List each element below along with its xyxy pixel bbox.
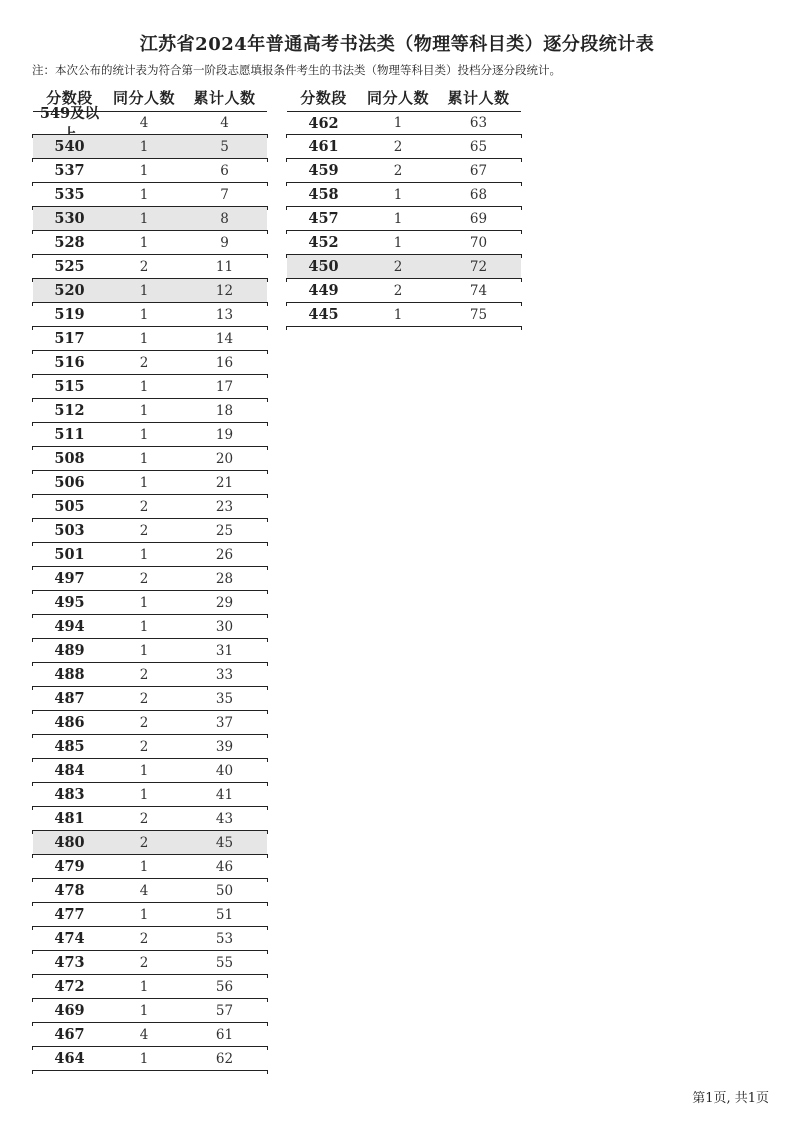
score-cell: 494 (54, 618, 85, 635)
cumulative-cell: 29 (215, 594, 234, 611)
cumulative-cell: 8 (220, 210, 229, 227)
cumulative-cell: 70 (469, 234, 488, 251)
table-row (33, 423, 267, 447)
score-cell: 474 (54, 930, 85, 947)
table-row (33, 687, 267, 711)
cumulative-cell: 43 (215, 810, 234, 827)
cumulative-cell: 35 (215, 690, 234, 707)
score-cell: 520 (54, 282, 85, 299)
same-count-cell: 1 (139, 786, 149, 803)
cumulative-cell: 17 (215, 378, 234, 395)
table-row (33, 447, 267, 471)
same-count-cell: 1 (139, 1050, 149, 1067)
cumulative-cell: 19 (215, 426, 234, 443)
score-cell: 480 (54, 834, 85, 851)
table-row (33, 279, 267, 303)
same-count-cell: 1 (139, 210, 149, 227)
table-row (33, 951, 267, 975)
table-row (287, 135, 521, 159)
cumulative-cell: 41 (215, 786, 234, 803)
cumulative-cell: 50 (215, 882, 234, 899)
cumulative-cell: 56 (215, 978, 234, 995)
table-row (33, 831, 267, 855)
same-count-cell: 2 (139, 834, 149, 851)
header-cumulative: 累计人数 (447, 89, 510, 107)
cumulative-cell: 68 (469, 186, 488, 203)
same-count-cell: 1 (139, 762, 149, 779)
score-cell: 525 (54, 258, 85, 275)
same-count-cell: 2 (139, 522, 149, 539)
cumulative-cell: 25 (215, 522, 234, 539)
score-cell: 481 (54, 810, 85, 827)
same-count-cell: 2 (139, 738, 149, 755)
same-count-cell: 1 (139, 282, 149, 299)
header-same-count: 同分人数 (366, 89, 429, 107)
table-row (287, 303, 521, 327)
same-count-cell: 4 (139, 1026, 149, 1043)
same-count-cell: 4 (139, 115, 149, 131)
score-cell: 511 (54, 426, 85, 443)
score-cell: 517 (54, 330, 85, 347)
table-body (287, 111, 521, 327)
table-row (33, 807, 267, 831)
table-row (33, 663, 267, 687)
same-count-cell: 1 (139, 378, 149, 395)
table-row (287, 255, 521, 279)
same-count-cell: 1 (139, 594, 149, 611)
score-cell: 497 (54, 570, 85, 587)
same-count-cell: 1 (139, 162, 149, 179)
cumulative-cell: 37 (215, 714, 234, 731)
same-count-cell: 2 (139, 690, 149, 707)
same-count-cell: 2 (139, 810, 149, 827)
same-count-cell: 1 (393, 115, 403, 131)
score-cell: 488 (54, 666, 85, 683)
cumulative-cell: 31 (215, 642, 234, 659)
cumulative-cell: 45 (215, 834, 234, 851)
table-row (33, 327, 267, 351)
same-count-cell: 1 (139, 858, 149, 875)
cumulative-cell: 53 (215, 930, 234, 947)
cumulative-cell: 11 (215, 258, 234, 275)
score-cell: 479 (54, 858, 85, 875)
score-cell: 477 (54, 906, 85, 923)
same-count-cell: 1 (139, 306, 149, 323)
cumulative-cell: 28 (215, 570, 234, 587)
same-count-cell: 1 (393, 306, 403, 323)
same-count-cell: 2 (393, 138, 403, 155)
table-row (33, 159, 267, 183)
same-count-cell: 2 (393, 258, 403, 275)
same-count-cell: 2 (139, 714, 149, 731)
score-cell: 487 (54, 690, 85, 707)
score-cell: 469 (54, 1002, 85, 1019)
same-count-cell: 2 (139, 930, 149, 947)
header-score: 分数段 (46, 89, 93, 107)
same-count-cell: 1 (139, 450, 149, 467)
same-count-cell: 1 (139, 546, 149, 563)
same-count-cell: 1 (139, 402, 149, 419)
cumulative-cell: 51 (215, 906, 234, 923)
table-row (287, 111, 521, 135)
cumulative-cell: 5 (220, 138, 229, 155)
score-cell: 449 (308, 282, 339, 299)
table-row (33, 303, 267, 327)
score-cell: 515 (54, 378, 85, 395)
cumulative-cell: 4 (220, 115, 229, 131)
table-row (287, 231, 521, 255)
cumulative-cell: 7 (220, 186, 229, 203)
cumulative-cell: 40 (215, 762, 234, 779)
same-count-cell: 2 (139, 258, 149, 275)
cumulative-cell: 65 (469, 138, 488, 155)
table-row (33, 711, 267, 735)
same-count-cell: 1 (139, 474, 149, 491)
score-cell: 495 (54, 594, 85, 611)
same-count-cell: 2 (139, 498, 149, 515)
cumulative-cell: 23 (215, 498, 234, 515)
score-cell: 464 (54, 1050, 85, 1067)
table-row (287, 279, 521, 303)
cumulative-cell: 69 (469, 210, 488, 227)
score-cell: 537 (54, 162, 85, 179)
same-count-cell: 1 (139, 186, 149, 203)
score-cell: 461 (308, 138, 339, 155)
score-cell: 457 (308, 210, 339, 227)
table-row (33, 975, 267, 999)
score-cell: 450 (308, 258, 339, 275)
cumulative-cell: 26 (215, 546, 234, 563)
same-count-cell: 2 (393, 162, 403, 179)
score-cell: 458 (308, 186, 339, 203)
cumulative-cell: 63 (469, 115, 488, 131)
cumulative-cell: 16 (215, 354, 234, 371)
score-cell: 472 (54, 978, 85, 995)
header-cumulative: 累计人数 (193, 89, 256, 107)
cumulative-cell: 57 (215, 1002, 234, 1019)
score-cell: 486 (54, 714, 85, 731)
table-row (33, 735, 267, 759)
cumulative-cell: 21 (215, 474, 234, 491)
score-cell: 445 (308, 306, 339, 323)
table-row (33, 903, 267, 927)
cumulative-cell: 20 (215, 450, 234, 467)
cumulative-cell: 14 (215, 330, 234, 347)
table-row (33, 639, 267, 663)
cumulative-cell: 12 (215, 282, 234, 299)
table-row (33, 759, 267, 783)
table-row (33, 855, 267, 879)
table-row (33, 135, 267, 159)
header-score: 分数段 (300, 89, 347, 107)
table-row (287, 159, 521, 183)
table-row (33, 495, 267, 519)
score-cell: 528 (54, 234, 85, 251)
same-count-cell: 1 (139, 426, 149, 443)
same-count-cell: 2 (139, 666, 149, 683)
table-row (33, 399, 267, 423)
cumulative-cell: 9 (220, 234, 229, 251)
score-cell: 484 (54, 762, 85, 779)
cumulative-cell: 18 (215, 402, 234, 419)
table-row (33, 1047, 267, 1071)
score-cell: 535 (54, 186, 85, 203)
same-count-cell: 1 (139, 1002, 149, 1019)
header-same-count: 同分人数 (112, 89, 175, 107)
page-title: 江苏省2024年普通高考书法类（物理等科目类）逐分段统计表 (139, 34, 655, 55)
table-row (33, 543, 267, 567)
same-count-cell: 1 (393, 186, 403, 203)
table-row (33, 567, 267, 591)
table-row (33, 519, 267, 543)
score-cell: 467 (54, 1026, 85, 1043)
cumulative-cell: 72 (469, 258, 488, 275)
table-row (33, 183, 267, 207)
cumulative-cell: 6 (220, 162, 229, 179)
same-count-cell: 4 (139, 882, 149, 899)
score-cell: 485 (54, 738, 85, 755)
table-header (287, 84, 521, 111)
cumulative-cell: 62 (215, 1050, 234, 1067)
score-cell: 459 (308, 162, 339, 179)
score-cell: 506 (54, 474, 85, 491)
cumulative-cell: 61 (215, 1026, 234, 1043)
table-row (287, 207, 521, 231)
same-count-cell: 1 (139, 330, 149, 347)
score-cell: 516 (54, 354, 85, 371)
table-row (33, 105, 267, 135)
table-row (33, 783, 267, 807)
table-row (33, 207, 267, 231)
table-row (33, 591, 267, 615)
same-count-cell: 1 (139, 978, 149, 995)
same-count-cell: 2 (139, 570, 149, 587)
same-count-cell: 1 (139, 906, 149, 923)
cumulative-cell: 30 (215, 618, 234, 635)
cumulative-cell: 67 (469, 162, 488, 179)
same-count-cell: 1 (139, 234, 149, 251)
score-cell: 503 (54, 522, 85, 539)
table-row (33, 1023, 267, 1047)
table-row (33, 471, 267, 495)
table-row (33, 927, 267, 951)
same-count-cell: 2 (139, 954, 149, 971)
cumulative-cell: 33 (215, 666, 234, 683)
cumulative-cell: 55 (215, 954, 234, 971)
table-row (33, 231, 267, 255)
score-cell: 519 (54, 306, 85, 323)
same-count-cell: 1 (393, 210, 403, 227)
cumulative-cell: 39 (215, 738, 234, 755)
score-cell: 549及以 (39, 105, 100, 122)
score-cell: 512 (54, 402, 85, 419)
table-row (33, 375, 267, 399)
score-table-left (33, 84, 267, 1071)
score-cell: 473 (54, 954, 85, 971)
same-count-cell: 2 (139, 354, 149, 371)
cumulative-cell: 13 (215, 306, 234, 323)
same-count-cell: 1 (139, 618, 149, 635)
score-cell: 501 (54, 546, 85, 563)
cumulative-cell: 46 (215, 858, 234, 875)
score-cell: 452 (308, 234, 339, 251)
same-count-cell: 2 (393, 282, 403, 299)
score-cell: 478 (54, 882, 85, 899)
table-row (33, 255, 267, 279)
same-count-cell: 1 (393, 234, 403, 251)
table-row (33, 879, 267, 903)
score-cell: 530 (54, 210, 85, 227)
table-row (287, 183, 521, 207)
score-table-right (287, 84, 521, 327)
table-row (33, 615, 267, 639)
table-row (33, 999, 267, 1023)
same-count-cell: 1 (139, 138, 149, 155)
table-row (33, 351, 267, 375)
same-count-cell: 1 (139, 642, 149, 659)
score-cell: 505 (54, 498, 85, 515)
score-cell: 483 (54, 786, 85, 803)
table-note: 注：本次公布的统计表为符合第一阶段志愿填报条件考生的书法类（物理等科目类）投档分逐分段统计。 (32, 63, 561, 77)
table-body (33, 105, 267, 1071)
cumulative-cell: 74 (469, 282, 488, 299)
page-footer: 第1页, 共1页 (692, 1091, 769, 1106)
score-cell: 540 (54, 138, 85, 155)
score-cell: 489 (54, 642, 85, 659)
score-cell: 508 (54, 450, 85, 467)
cumulative-cell: 75 (469, 306, 488, 323)
score-cell: 462 (308, 114, 339, 132)
